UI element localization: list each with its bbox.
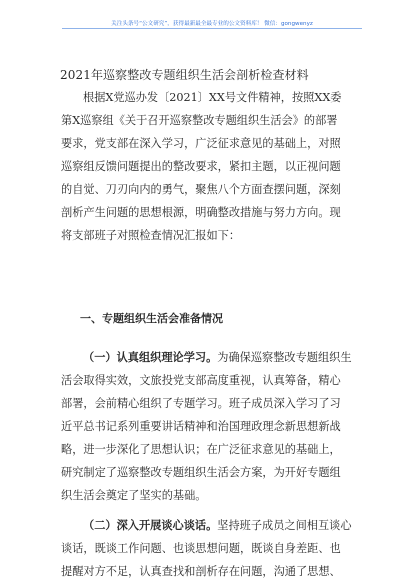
item1-line: 研究制定了巡察整改专题组织生活会方案，为开好专题组 [61, 466, 341, 479]
intro-paragraph [61, 86, 361, 247]
intro-line: 根据X党巡办发〔2021〕XX号文件精神，按照XX委 [83, 91, 342, 104]
intro-line: 要求，党支部在深入学习，广泛征求意见的基础上，对照 [61, 137, 341, 150]
item1-line: 略，进一步深化了思想认识；在广泛征求意见的基础上， [61, 443, 341, 456]
item1-paragraph [61, 346, 361, 507]
item2-first-line-rest: 坚持班子成员之间相互谈心 [217, 519, 352, 532]
item2-paragraph [61, 514, 361, 583]
intro-line: 将支部班子对照检查情况汇报如下： [61, 229, 241, 242]
promo-banner-text: 关注头条号“公文研究”，获得最新最全最专业的公文资料库！ 微信：gongwenyz [111, 21, 313, 27]
item1-line: 活会取得实效，文旅投党支部高度重视，认真筹备，精心 [61, 374, 341, 387]
intro-line: 巡察组反馈问题提出的整改要求，紧扣主题，以正视问题 [61, 160, 341, 173]
promo-banner[interactable] [62, 20, 362, 29]
item1-first-line-rest: 为确保巡察整改专题组织生 [217, 351, 352, 364]
section-heading-1: 一、专题组织生活会准备情况 [80, 312, 223, 325]
item1-lead: （一）认真组织理论学习。 [83, 351, 218, 364]
item1-first-line [61, 346, 361, 369]
item2-lead: （二）深入开展谈心谈话。 [83, 519, 218, 532]
item2-first-line [61, 514, 361, 537]
item2-line: 提醒对方不足，认真查找和剖析存在问题，沟通了思想、 [61, 565, 341, 578]
item2-line: 谈话，既谈工作问题、也谈思想问题，既谈自身差距、也 [61, 542, 341, 555]
document-title: 2021年巡察整改专题组织生活会剖析检查材料 [60, 68, 309, 82]
item1-line: 近平总书记系列重要讲话精神和治国理政理念新思想新战 [61, 420, 341, 433]
intro-line: 的自觉、刀刃向内的勇气，聚焦八个方面查摆问题，深刻 [61, 183, 341, 196]
item1-line: 部署，会前精心组织了专题学习。班子成员深入学习了习 [61, 397, 341, 410]
intro-line: 剖析产生问题的思想根源，明确整改措施与努力方向。现 [61, 206, 341, 219]
intro-line: 第X巡察组《关于召开巡察整改专题组织生活会》的部署 [61, 114, 338, 127]
item1-line: 织生活会奠定了坚实的基础。 [61, 489, 207, 502]
